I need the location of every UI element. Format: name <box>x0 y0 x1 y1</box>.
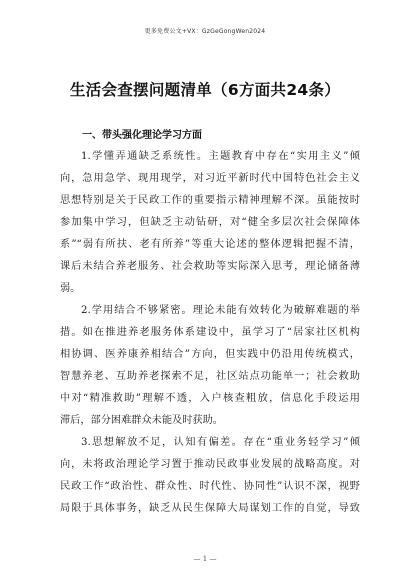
paragraph-2-line: 滞后，部分困难群众未能及时获助。 <box>60 415 223 426</box>
paragraph-3-line: 民政工作“政治性、群众性、时代性、协同性”认识不深，视野 <box>60 481 360 492</box>
paragraph-1-line: 弱。 <box>60 283 81 294</box>
paragraph-1-line: 思想特别是关于民政工作的重要指示精神理解不深。虽能按时 <box>60 195 360 206</box>
paragraph-2-line: 相协调、医养康养相结合”方向，但实践中仍沿用传统模式， <box>60 349 360 360</box>
paragraph-2-line: 措。如在推进养老服务体系建设中，虽学习了“居家社区机构 <box>60 327 360 338</box>
page-number: — 1 — <box>193 555 217 563</box>
paragraph-2-line: 智慧养老、互助养老探索不足，社区站点功能单一；社会救助 <box>60 371 360 382</box>
header-note: 更多免费公文+VX：GzGeGongWen2024 <box>144 28 266 35</box>
paragraph-3-line: 3.思想解放不足，认知有偏差。存在“重业务轻学习”倾 <box>81 437 360 448</box>
paragraph-1-line: 参加集中学习，但缺乏主动钻研，对“健全多层次社会保障体 <box>60 217 360 228</box>
paragraph-3-line: 局限于具体事务，缺乏从民生保障大局谋划工作的自觉，导致 <box>60 503 360 514</box>
paragraph-1-line: 课后未结合养老服务、社会救助等实际深入思考，理论储备薄 <box>60 261 360 272</box>
document-title: 生活会查摆问题清单（6方面共24条） <box>69 81 341 99</box>
section-heading: 一、带头强化理论学习方面 <box>82 130 202 141</box>
paragraph-2-line: 2.学用结合不够紧密。理论未能有效转化为破解难题的举 <box>81 305 360 316</box>
paragraph-1-line: 向，急用急学、现用现学，对习近平新时代中国特色社会主义 <box>60 173 360 184</box>
paragraph-1-line: 1.学懂弄通缺乏系统性。主题教育中存在“实用主义”倾 <box>81 151 360 162</box>
paragraph-3-line: 向，未将政治理论学习置于推动民政事业发展的战略高度。对 <box>60 459 360 470</box>
paragraph-1-line: 系”“弱有所扶、老有所养”等重大论述的整体逻辑把握不清， <box>60 239 360 250</box>
paragraph-2-line: 中对“精准救助”理解不透，入户核查粗放，信息化手段运用 <box>60 393 360 404</box>
